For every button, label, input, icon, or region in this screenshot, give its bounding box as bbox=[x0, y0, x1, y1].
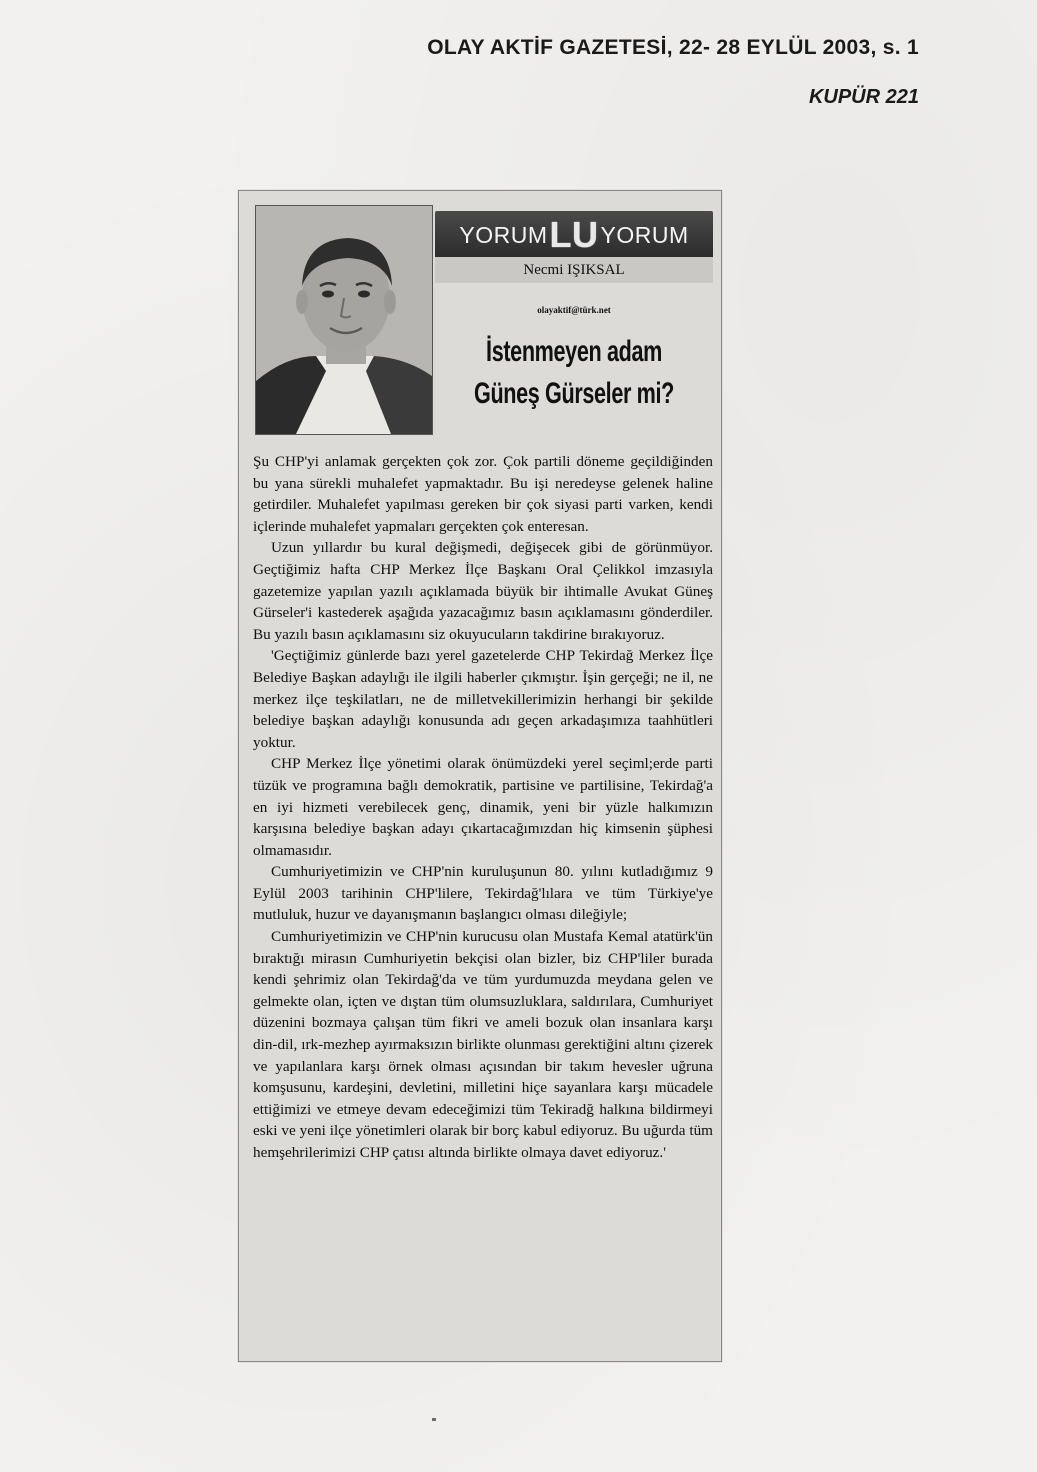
column-banner bbox=[435, 211, 713, 259]
banner-word-left: YORUM bbox=[459, 221, 548, 248]
article-paragraph: Şu CHP'yi anlamak gerçekten çok zor. Çok partili döneme geçildiğinden bu yana sürekli muhalefet yapmaktadır. Bu işi neredeyse gelenek haline getirdiler. Muhalefet yapılması gereken bir çok siyasi parti varken, kendi içlerinde muhalefet yapmaları gerçekten çok enteresan. bbox=[253, 453, 713, 535]
article-body bbox=[253, 451, 713, 1164]
author-photo bbox=[255, 205, 433, 435]
article-paragraph: CHP Merkez İlçe yönetimi olarak önümüzdeki yerel seçiml;erde parti tüzük ve programına bağlı demokratik, partisine ve partilisine, Tekirdağ'a en iyi hizmeti verebilecek genç, dinamik, yeni bir yüzle halkımızın karşısına belediye başkan adayı çıkartacağımızdan hiç kimsenin şüphesi olmamasıdır. bbox=[253, 755, 713, 859]
source-citation: OLAY AKTİF GAZETESİ, 22- 28 EYLÜL 2003, s. 1 bbox=[427, 36, 919, 59]
article-paragraph: 'Geçtiğimiz günlerde bazı yerel gazetelerde CHP Tekirdağ Merkez İlçe Belediye Başkan adaylığı ile ilgili haberler çıkmıştır. İşin gerçeği; ne il, ne merkez ilçe teşkilatları, ne de milletvekillerimizin herhangi bir şekilde belediye başkan adaylığı konusunda adı geçen arkadaşımıza taahhütleri yoktur. bbox=[253, 647, 713, 751]
banner-word-middle: LU bbox=[549, 214, 599, 255]
author-portrait-illustration bbox=[256, 206, 432, 434]
author-name: Necmi IŞIKSAL bbox=[435, 257, 713, 283]
article-headline bbox=[474, 331, 674, 415]
clipping-content bbox=[245, 199, 713, 1353]
article-paragraph: Cumhuriyetimizin ve CHP'nin kuruluşunun 80. yılını kutladığımız 9 Eylül 2003 tarihinin CHP'lilere, Tekirdağ'lılara ve tüm Türkiye'ye mutluluk, huzur ve dayanışmanın başlangıcı olması dileğiyle; bbox=[253, 863, 713, 924]
clip-number: KUPÜR 221 bbox=[808, 86, 919, 108]
newspaper-clipping bbox=[238, 190, 722, 1362]
headline-line-1: İstenmeyen adam bbox=[486, 335, 662, 368]
author-email: olayaktif@türk.net bbox=[537, 305, 611, 315]
article-paragraph: Cumhuriyetimizin ve CHP'nin kurucusu olan Mustafa Kemal atatürk'ün bıraktığı mirasın Cumhuriyetin bekçisi olan bizler, biz CHP'liler burada kendi şehrimiz olan Tekirdağ'da ve tüm yurdumuzda meydana gelen ve gelmekte olan, içten ve dıştan tüm olumsuzluklara, saldırılara, Cumhuriyet düzenini bozmaya çalışan tüm fikri ve ameli bozuk olan insanlara karşı din-dil, ırk-mezhep ayırmaksızın birlikte olunması gerektiğini altını çizerek ve yapılanlara karşı örnek olması açısından bir takım hevesler uğruna komşusunu, kardeşini, devletini, milletini hiçe sayanlara karşı mücadele ettiğimizi ve etmeye devam edeceğimizi tüm Tekiradğ halkına bildirmeyi eski ve yeni ilçe yönetimleri olarak bir borç kabul ediyoruz. Bu uğurda tüm hemşehrilerimizi CHP çatısı altında birlikte olmaya davet ediyoruz.' bbox=[253, 928, 713, 1161]
banner-word-right: YORUM bbox=[600, 221, 689, 248]
article-paragraph: Uzun yıllardır bu kural değişmedi, değişecek gibi de görünmüyor. Geçtiğimiz hafta CHP Merkez İlçe Başkanı Oral Çelikkol imzasıyla gazetemize yapılan yazılı açıklamada büyük bir ihtimalle Avukat Güneş Gürseler'i kastederek aşağıda yazacağımız basın açıklamasını gönderdiler. Bu yazılı basın açıklamasını siz okuyucuların takdirine bırakıyoruz. bbox=[253, 539, 713, 643]
headline-line-2: Güneş Gürseler mi? bbox=[473, 377, 674, 410]
scan-speck bbox=[432, 1418, 436, 1421]
